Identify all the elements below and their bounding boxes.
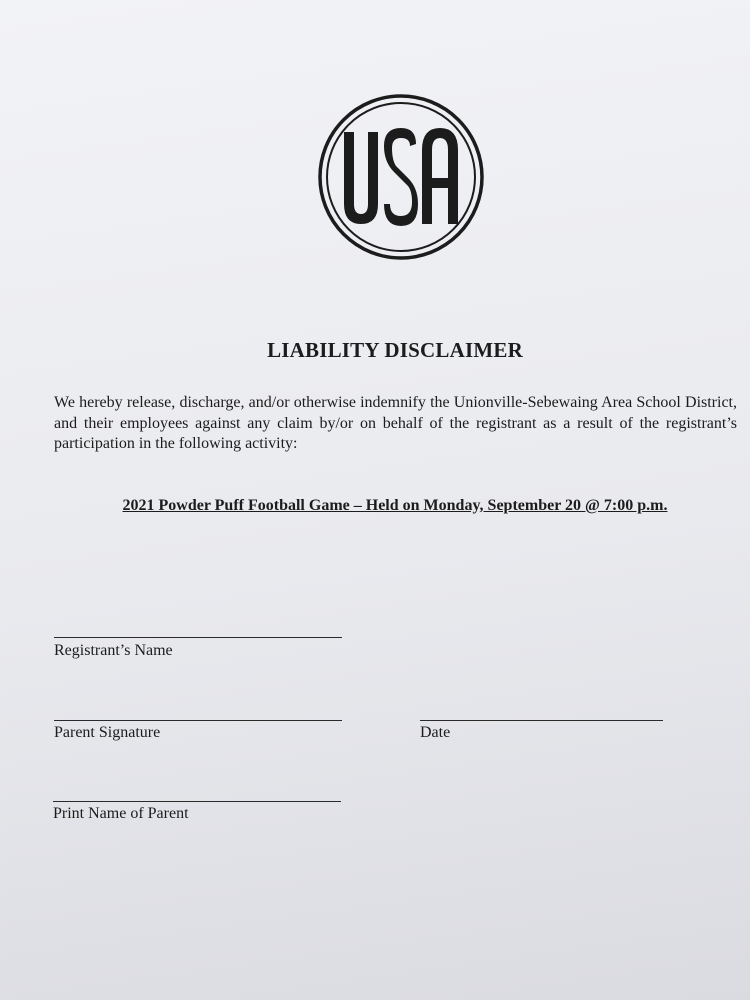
activity-line: 2021 Powder Puff Football Game – Held on Monday, September 20 @ 7:00 p.m. xyxy=(122,497,668,514)
usa-school-logo xyxy=(316,92,486,262)
print-name-line[interactable] xyxy=(53,801,341,802)
print-name-label: Print Name of Parent xyxy=(53,805,189,822)
disclaimer-body: We hereby release, discharge, and/or otherwise indemnify the Unionville-Sebewaing Area School District, and their employees against any claim by/or on behalf of the registrant as a result of the registrant’s participation in the following activity: xyxy=(54,394,737,452)
date-label: Date xyxy=(420,724,451,741)
date-line[interactable] xyxy=(420,720,663,721)
registrant-name-line[interactable] xyxy=(54,637,342,638)
document-title: LIABILITY DISCLAIMER xyxy=(267,338,523,362)
parent-signature-line[interactable] xyxy=(54,720,342,721)
parent-signature-label: Parent Signature xyxy=(54,724,161,741)
registrant-name-label: Registrant’s Name xyxy=(54,642,173,659)
